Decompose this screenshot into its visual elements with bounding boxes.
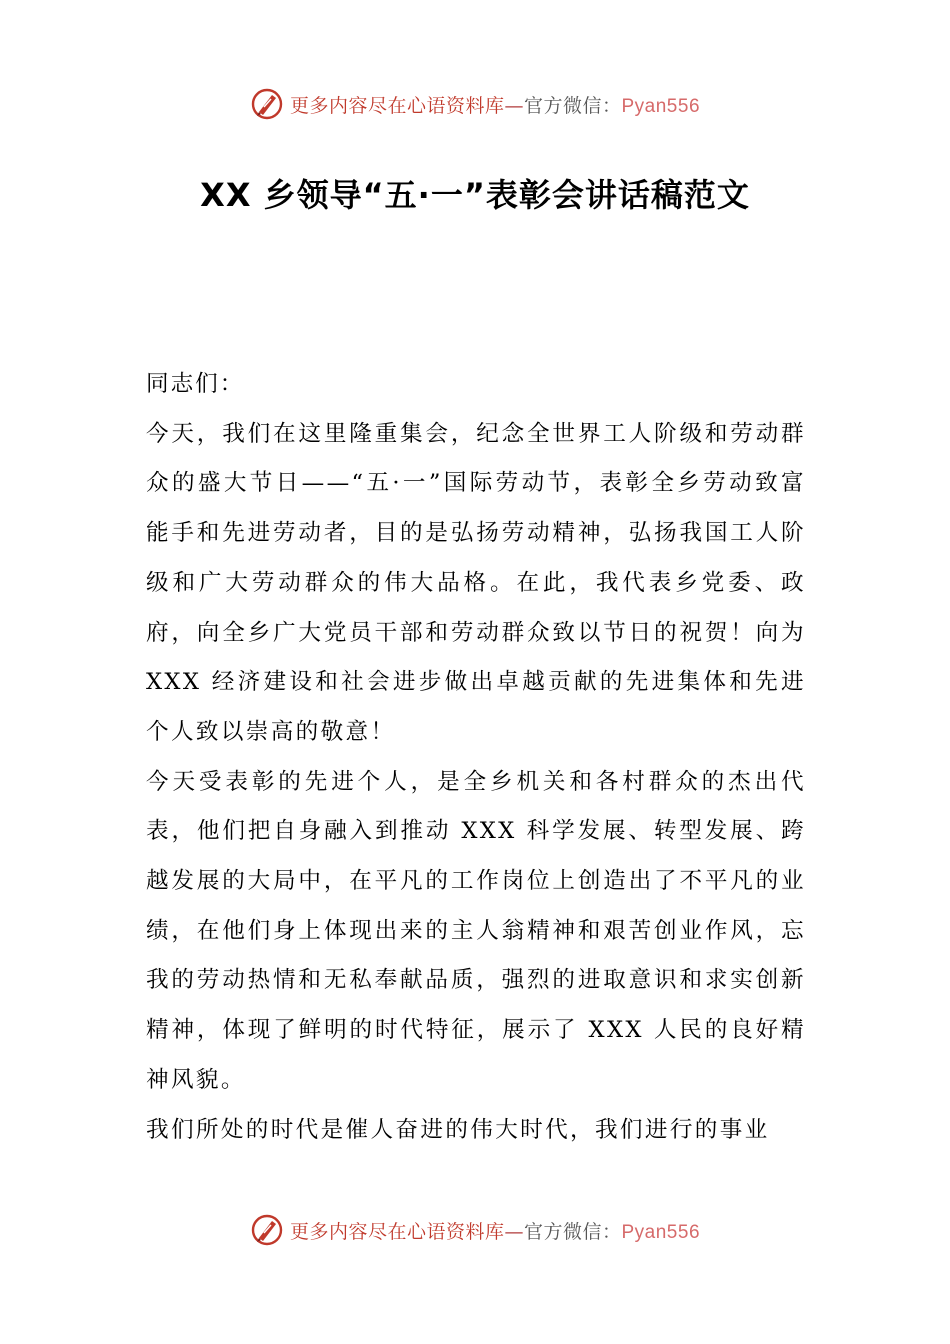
watermark-official-label: 官方微信： bbox=[523, 1220, 622, 1243]
header-watermark-banner bbox=[0, 82, 950, 126]
footer-watermark-text bbox=[290, 1217, 700, 1244]
watermark-dash: — bbox=[504, 1220, 524, 1243]
watermark-main-text: 更多内容尽在心语资料库 bbox=[289, 1220, 505, 1243]
greeting-line: 同志们： bbox=[146, 371, 245, 397]
watermark-official-label: 官方微信： bbox=[523, 94, 622, 117]
watermark-wechat-id: Pyan556 bbox=[621, 1221, 701, 1243]
footer-watermark-banner bbox=[0, 1208, 950, 1252]
pen-nib-circle-icon bbox=[250, 1213, 284, 1247]
document-body bbox=[146, 360, 806, 1155]
watermark-wechat-id: Pyan556 bbox=[621, 95, 701, 117]
document-title: XX 乡领导“五·一”表彰会讲话稿范文 bbox=[200, 176, 750, 214]
body-paragraph-2: 今天受表彰的先进个人，是全乡机关和各村群众的杰出代表，他们把自身融入到推动 XXX 科学发展、转型发展、跨越发展的大局中，在平凡的工作岗位上创造出了不平凡的业绩，在他们身上体现出来的主人翁精神和艰苦创业作风，忘我的劳动热情和无私奉献品质，强烈的进取意识和求实创新精神，体现了鲜明的时代特征，展示了 XXX 人民的良好精神风貌。 bbox=[146, 768, 806, 1093]
pen-nib-circle-icon bbox=[250, 87, 284, 121]
watermark-dash: — bbox=[504, 94, 524, 117]
body-paragraph-3: 我们所处的时代是催人奋进的伟大时代，我们进行的事业 bbox=[146, 1116, 770, 1143]
header-watermark-text bbox=[290, 91, 700, 118]
watermark-main-text: 更多内容尽在心语资料库 bbox=[289, 94, 505, 117]
body-paragraph-1: 今天，我们在这里隆重集会，纪念全世界工人阶级和劳动群众的盛大节日——“五·一”国际劳动节，表彰全乡劳动致富能手和先进劳动者，目的是弘扬劳动精神，弘扬我国工人阶级和广大劳动群众的伟大品格。在此，我代表乡党委、政府，向全乡广大党员干部和劳动群众致以节日的祝贺！向为 XXX 经济建设和社会进步做出卓越贡献的先进集体和先进个人致以崇高的敬意！ bbox=[146, 420, 806, 745]
